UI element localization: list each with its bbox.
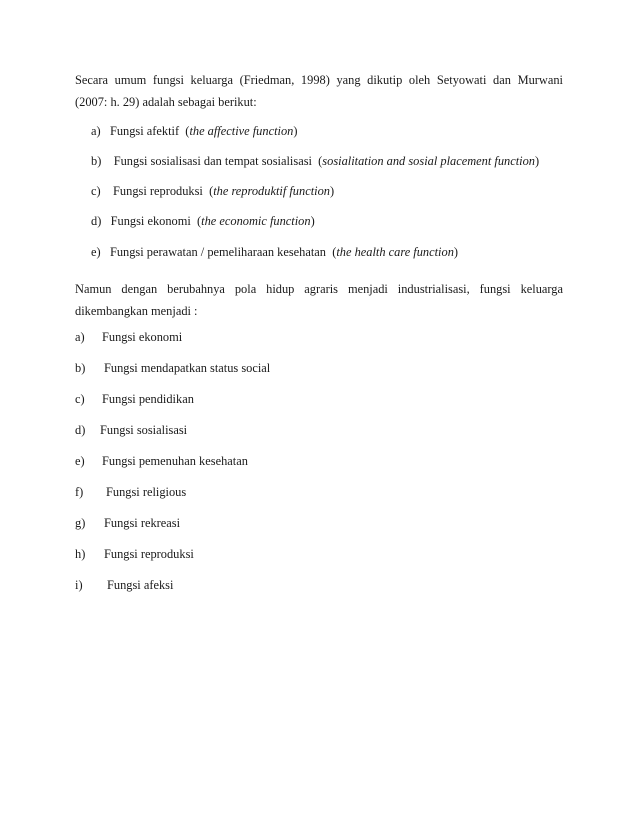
function-text: Fungsi ekonomi [110,214,191,228]
developed-item-d [75,422,187,438]
developed-marker: f) [75,485,84,499]
function-item-a: a) Fungsi afektif (the affective function) [91,124,298,138]
function-item-c: c) Fungsi reproduksi (the reproduktif function) [91,184,335,198]
developed-marker: g) [75,516,86,530]
developed-item-i [75,577,173,593]
developed-item-g [75,515,180,531]
developed-text: Fungsi ekonomi [102,330,183,344]
intro-line-2: (2007: h. 29) adalah sebagai berikut: [75,95,257,109]
function-text: Fungsi perawatan / pemeliharaan kesehatan [109,245,326,259]
function-marker: d) [91,214,102,228]
developed-text: Fungsi rekreasi [104,516,181,530]
developed-text: Fungsi pendidikan [102,392,194,406]
developed-marker: d) [75,423,86,437]
function-english: sosialitation and sosial placement function [322,154,535,168]
function-english: the health care function [336,245,454,259]
developed-item-a [75,329,182,345]
second-line-2: dikembangkan menjadi : [75,304,198,318]
developed-item-b [75,360,270,376]
developed-item-c [75,391,194,407]
developed-marker: a) [75,330,85,344]
function-marker: b) [91,154,102,168]
developed-text: Fungsi sosialisasi [100,423,188,437]
developed-item-h [75,546,194,562]
function-item-e: e) Fungsi perawatan / pemeliharaan kesehatan (the health care function) [91,245,459,259]
function-text: Fungsi afektif [109,124,180,138]
developed-marker: h) [75,547,86,561]
function-item-b: b) Fungsi sosialisasi dan tempat sosialisasi (sosialitation and sosial placement function) [91,154,540,168]
function-marker: e) [91,245,101,259]
function-item-d: d) Fungsi ekonomi (the economic function) [91,214,315,228]
developed-marker: b) [75,361,86,375]
function-marker: a) [91,124,101,138]
function-english: the economic function [201,214,311,228]
developed-marker: e) [75,454,85,468]
developed-item-e [75,453,248,469]
intro-paragraph [75,69,563,113]
function-text: Fungsi sosialisasi dan tempat sosialisasi [113,154,312,168]
developed-text: Fungsi mendapatkan status social [104,361,271,375]
second-paragraph [75,278,563,322]
developed-item-f [75,484,186,500]
function-english: the reproduktif function [213,184,330,198]
function-marker: c) [91,184,101,198]
second-line-1: Namun dengan berubahnya pola hidup agraris menjadi industrialisasi, fungsi keluarga [75,282,563,296]
function-english: the affective function [189,124,294,138]
developed-text: Fungsi reproduksi [104,547,194,561]
function-text: Fungsi reproduksi [113,184,203,198]
intro-line-1: Secara umum fungsi keluarga (Friedman, 1998) yang dikutip oleh Setyowati dan Murwani [75,73,563,87]
developed-text: Fungsi pemenuhan kesehatan [102,454,248,468]
developed-marker: c) [75,392,85,406]
developed-marker: i) [75,578,83,592]
developed-text: Fungsi afeksi [107,578,174,592]
developed-text: Fungsi religious [106,485,187,499]
